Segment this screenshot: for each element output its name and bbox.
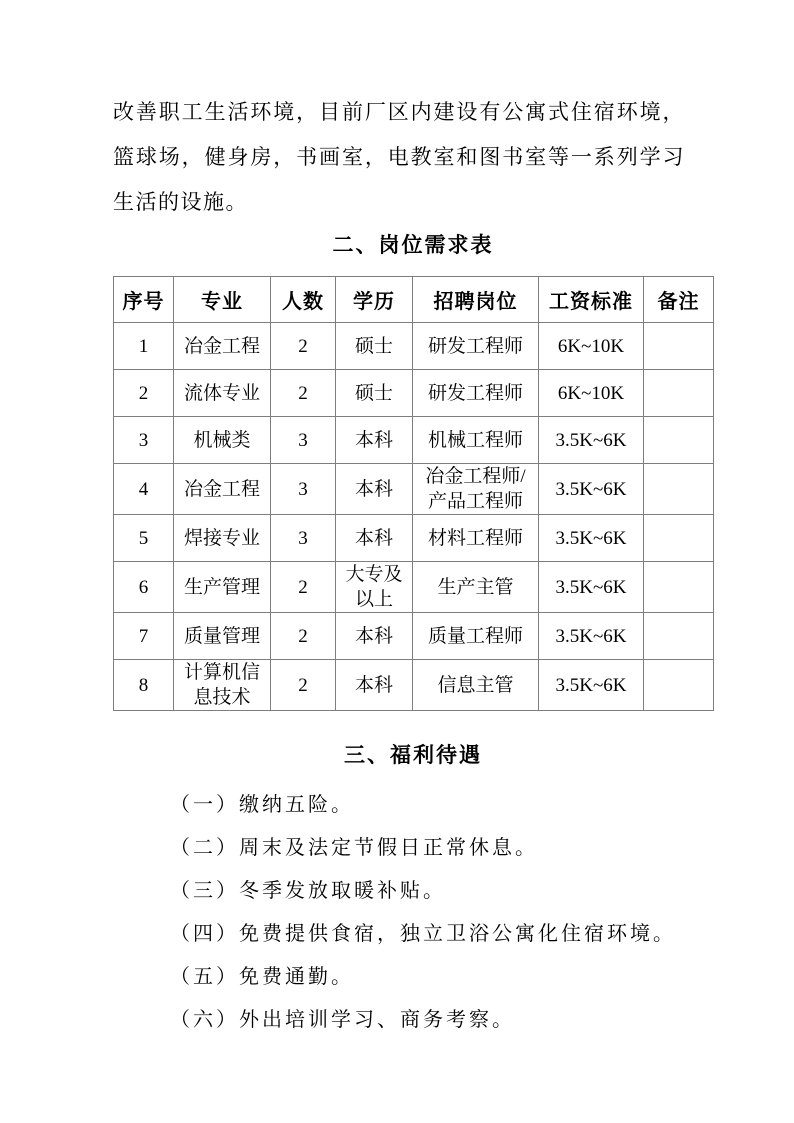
section-title-benefits: 三、福利待遇 bbox=[344, 744, 482, 767]
table-cell: 3 bbox=[271, 464, 336, 515]
table-cell: 冶金工程 bbox=[174, 464, 271, 515]
table-cell: 3 bbox=[271, 515, 336, 562]
benefit-item: （五）免费通勤。 bbox=[170, 966, 354, 988]
table-cell bbox=[644, 613, 714, 660]
table-cell bbox=[644, 515, 714, 562]
table-cell bbox=[644, 323, 714, 370]
table-cell: 2 bbox=[271, 323, 336, 370]
table-row bbox=[114, 417, 714, 464]
table-header-cell: 序号 bbox=[114, 277, 174, 323]
table-row bbox=[114, 323, 714, 370]
table-cell: 冶金工程师/产品工程师 bbox=[413, 464, 539, 515]
table-cell: 硕士 bbox=[336, 323, 413, 370]
table-cell bbox=[644, 417, 714, 464]
section-title-positions: 二、岗位需求表 bbox=[332, 234, 494, 257]
table-cell: 生产管理 bbox=[174, 562, 271, 613]
table-cell: 3.5K~6K bbox=[539, 562, 644, 613]
table-cell bbox=[644, 464, 714, 515]
table-cell: 2 bbox=[114, 370, 174, 417]
table-cell: 2 bbox=[271, 660, 336, 711]
table-cell: 6K~10K bbox=[539, 323, 644, 370]
benefit-item: （一）缴纳五险。 bbox=[170, 794, 354, 816]
table-cell: 2 bbox=[271, 613, 336, 660]
table-cell: 质量管理 bbox=[174, 613, 271, 660]
table-cell: 计算机信息技术 bbox=[174, 660, 271, 711]
table-cell: 5 bbox=[114, 515, 174, 562]
table-cell: 6K~10K bbox=[539, 370, 644, 417]
table-cell: 生产主管 bbox=[413, 562, 539, 613]
intro-paragraph: 改善职工生活环境，目前厂区内建设有公寓式住宿环境，篮球场，健身房，书画室，电教室和图书室等一系列学习生活的设施。 bbox=[113, 100, 685, 214]
benefits-list bbox=[170, 784, 713, 1042]
table-cell: 本科 bbox=[336, 660, 413, 711]
table-cell: 研发工程师 bbox=[413, 323, 539, 370]
table-cell: 本科 bbox=[336, 515, 413, 562]
table-cell: 大专及以上 bbox=[336, 562, 413, 613]
table-cell: 机械工程师 bbox=[413, 417, 539, 464]
table-cell: 机械类 bbox=[174, 417, 271, 464]
table-cell: 信息主管 bbox=[413, 660, 539, 711]
table-cell bbox=[644, 562, 714, 613]
table-row bbox=[114, 515, 714, 562]
table-cell: 本科 bbox=[336, 417, 413, 464]
table-header-cell: 人数 bbox=[271, 277, 336, 323]
table-header-cell: 备注 bbox=[644, 277, 714, 323]
table-cell: 2 bbox=[271, 562, 336, 613]
table-row bbox=[114, 464, 714, 515]
table-cell: 材料工程师 bbox=[413, 515, 539, 562]
table-row bbox=[114, 370, 714, 417]
table-cell bbox=[644, 370, 714, 417]
table-row bbox=[114, 613, 714, 660]
table-cell: 3.5K~6K bbox=[539, 660, 644, 711]
positions-table bbox=[113, 276, 714, 711]
benefit-item: （六）外出培训学习、商务考察。 bbox=[170, 1009, 515, 1031]
benefit-item: （二）周末及法定节假日正常休息。 bbox=[170, 837, 538, 859]
table-cell: 3 bbox=[114, 417, 174, 464]
table-cell: 3.5K~6K bbox=[539, 613, 644, 660]
table-row bbox=[114, 562, 714, 613]
table-header-cell: 专业 bbox=[174, 277, 271, 323]
table-cell: 焊接专业 bbox=[174, 515, 271, 562]
table-row bbox=[114, 660, 714, 711]
table-cell: 3.5K~6K bbox=[539, 515, 644, 562]
table-cell: 1 bbox=[114, 323, 174, 370]
benefit-item: （四）免费提供食宿，独立卫浴公寓化住宿环境。 bbox=[170, 923, 676, 945]
table-header-cell: 招聘岗位 bbox=[413, 277, 539, 323]
table-cell: 研发工程师 bbox=[413, 370, 539, 417]
table-cell: 3 bbox=[271, 417, 336, 464]
table-cell: 冶金工程 bbox=[174, 323, 271, 370]
table-cell: 本科 bbox=[336, 613, 413, 660]
table-cell: 2 bbox=[271, 370, 336, 417]
table-cell: 硕士 bbox=[336, 370, 413, 417]
benefit-item: （三）冬季发放取暖补贴。 bbox=[170, 880, 446, 902]
table-header-cell: 工资标准 bbox=[539, 277, 644, 323]
table-cell: 本科 bbox=[336, 464, 413, 515]
table-header-row bbox=[114, 277, 714, 323]
table-header-cell: 学历 bbox=[336, 277, 413, 323]
table-cell: 3.5K~6K bbox=[539, 417, 644, 464]
table-cell: 6 bbox=[114, 562, 174, 613]
table-cell: 流体专业 bbox=[174, 370, 271, 417]
table-cell: 质量工程师 bbox=[413, 613, 539, 660]
table-cell: 8 bbox=[114, 660, 174, 711]
table-cell: 3.5K~6K bbox=[539, 464, 644, 515]
table-cell: 4 bbox=[114, 464, 174, 515]
table-cell bbox=[644, 660, 714, 711]
table-cell: 7 bbox=[114, 613, 174, 660]
